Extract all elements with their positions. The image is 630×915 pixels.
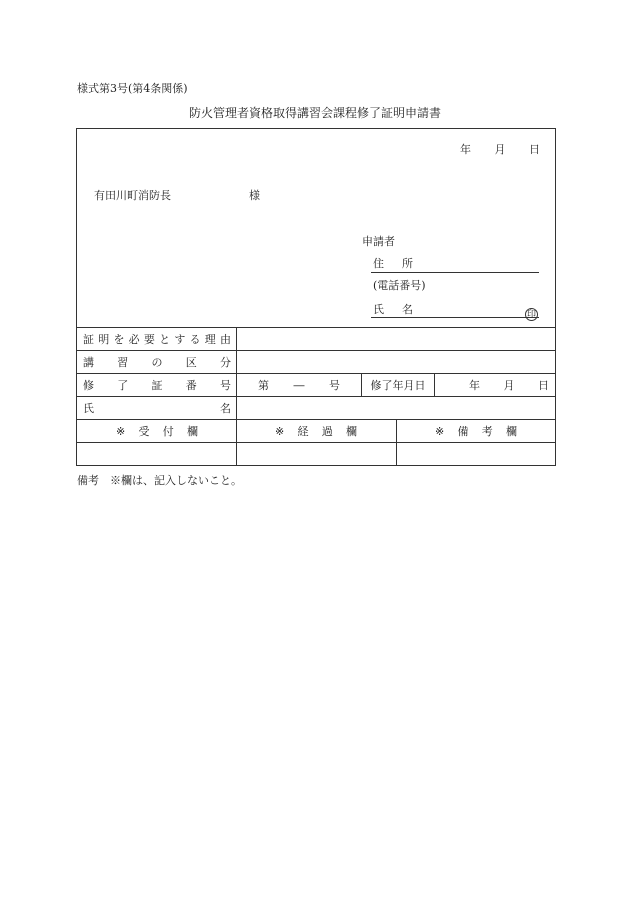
date-day-label: 日: [529, 143, 540, 156]
applicant-phone-label: (電話番号): [373, 279, 426, 292]
cert-number-field[interactable]: 第 ― 号: [258, 379, 340, 392]
date-month-label: 月: [494, 143, 506, 156]
completion-date-field[interactable]: 年 月 日: [469, 379, 549, 392]
course-label: 講 習 の 区 分: [83, 356, 231, 369]
addressee-name: 有田川町消防長: [94, 189, 171, 202]
applicant-address-label: 住 所: [373, 257, 413, 270]
course-field[interactable]: [237, 351, 555, 373]
progress-column-header: ※ 経 過 欄: [275, 425, 357, 438]
applicant-heading: 申請者: [362, 235, 395, 248]
application-form-table: [76, 128, 556, 466]
reason-field[interactable]: [237, 328, 555, 350]
cert-number-label: 修 了 証 番 号: [83, 379, 231, 392]
reception-column-header: ※ 受 付 欄: [116, 425, 198, 438]
name-underline[interactable]: [371, 317, 539, 318]
reception-cell[interactable]: [78, 443, 235, 465]
form-number-label: 様式第3号(第4条関係): [77, 82, 188, 95]
remarks-cell[interactable]: [397, 443, 555, 465]
reason-label: 証 明 を 必 要 と す る 理 由: [83, 333, 231, 346]
document-title: 防火管理者資格取得講習会課程修了証明申請書: [188, 106, 441, 120]
remarks-column-header: ※ 備 考 欄: [435, 425, 517, 438]
progress-cell[interactable]: [237, 443, 395, 465]
seal-mark: [525, 302, 538, 321]
date-field[interactable]: [460, 143, 540, 156]
name-field[interactable]: [237, 397, 555, 419]
addressee-honorific: 様: [249, 189, 260, 202]
completion-date-label: 修了年月日: [370, 379, 426, 392]
address-underline[interactable]: [371, 272, 539, 273]
applicant-name-label: 氏 名: [373, 303, 413, 316]
date-year-label: 年: [460, 143, 471, 156]
seal-icon: 印: [526, 310, 536, 320]
name-label: 氏 名: [83, 402, 231, 415]
footnote: 備考 ※欄は、記入しないこと。: [77, 474, 242, 487]
